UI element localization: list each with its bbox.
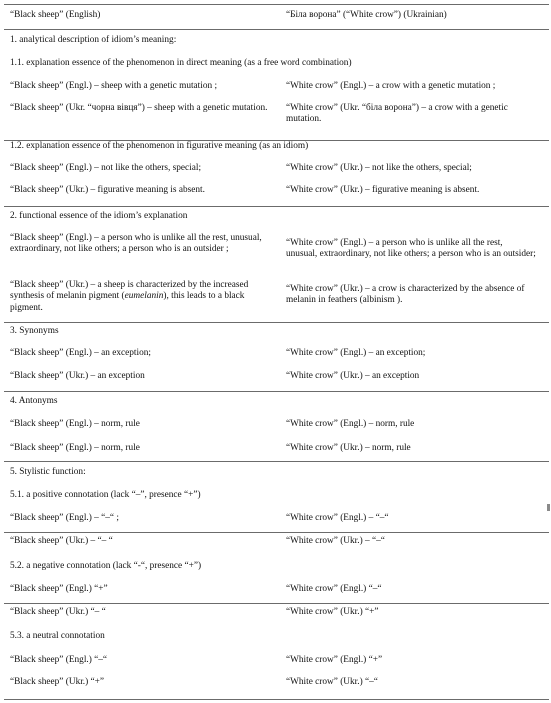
section-heading-analytical: 1. analytical description of idiom’s meaning: [10,35,177,45]
func-2-text-start: “Black sheep” (Ukr.) – a sheep is characterized by the increased synthesis of melanin pigment ( [10,280,249,302]
section-heading-negative: 5.2. a negative connotation (lack “-“, presence “+”) [10,561,202,571]
margin-marker [547,504,550,511]
table-cell [10,280,272,314]
eumelanin-term: eumelanin [124,291,164,302]
table-cell: “Black sheep” (Engl.) – “–“ ; [10,513,119,523]
table-cell: “White crow” (Ukr.) “–“ [286,677,378,687]
table-cell: “White crow” (Engl.) – a person who is unlike all the rest, unusual, extraordinary, not like others; a person who is an outsider; [286,238,536,260]
table-cell: “Black sheep” (Engl.) – a person who is unlike all the rest, unusual, extraordinary, not like others; a person who is an outsider ; [10,233,262,255]
section-heading-functional: 2. functional essence of the idiom’s explanation [10,211,188,221]
table-cell: “White crow” (Ukr.) – an exception [286,371,420,381]
table-cell: “Black sheep” (Ukr.) – an exception [10,371,145,381]
table-cell: “Black sheep” (Engl.) “–“ [10,655,108,665]
table-cell: “White crow” (Ukr.) – figurative meaning is absent. [286,185,480,195]
table-rule [4,699,549,700]
table-cell: “White crow” (Engl.) – an exception; [286,348,426,358]
table-cell: “White crow” (Ukr.) – not like the others, special; [286,163,472,173]
table-cell: “Black sheep” (Ukr.) “+” [10,677,105,687]
table-cell: “Black sheep” (Ukr.) – figurative meaning is absent. [10,185,205,195]
section-heading-antonyms: 4. Antonyms [10,396,58,406]
section-heading-figurative: 1.2. explanation essence of the phenomenon in figurative meaning (as an idiom) [10,141,309,151]
table-cell: “Black sheep” (Engl.) – an exception; [10,348,151,358]
section-heading-synonyms: 3. Synonyms [10,326,59,336]
table-cell: “Black sheep” (Ukr. “чорна вівця”) – sheep with a genetic mutation. [10,103,268,113]
column-header-ukrainian: “Біла ворона” (“White crow”) (Ukrainian) [286,10,447,20]
table-rule [4,206,549,207]
section-heading-stylistic: 5. Stylistic function: [10,467,86,477]
table-cell: “White crow” (Engl.) – norm, rule [286,419,415,429]
table-cell: “Black sheep” (Engl.) – norm, rule [10,419,140,429]
table-cell: “Black sheep” (Engl.) – norm, rule [10,443,140,453]
table-rule [4,603,549,604]
table-rule [4,322,549,323]
table-cell: “Black sheep” (Engl.) – sheep with a genetic mutation ; [10,81,218,91]
table-cell: “White crow” (Engl.) “–“ [286,584,382,594]
table-rule [4,391,549,392]
table-cell: “White crow” (Ukr.) – a crow is characterized by the absence of melanin in feathers (albinism ). [286,284,525,306]
table-rule [4,532,549,533]
column-header-english: “Black sheep” (English) [10,10,101,20]
table-cell: “White crow” (Ukr.) “+” [286,607,379,617]
table-cell: “White crow” (Ukr.) – “–“ [286,536,385,546]
section-heading-direct: 1.1. explanation essence of the phenomenon in direct meaning (as a free word combination) [10,58,352,68]
table-cell: “Black sheep” (Ukr.) “– “ [10,607,106,617]
section-heading-positive: 5.1. a positive connotation (lack “–”, presence “+”) [10,490,201,500]
table-cell: “White crow” (Ukr.) – norm, rule [286,443,411,453]
table-rule [4,4,549,5]
table-cell: “White crow” (Engl.) “+” [286,655,383,665]
func-2-text-end: ), this leads to a black pigment. [10,291,245,313]
table-cell: “Black sheep” (Ukr.) – “– “ [10,536,113,546]
table-cell: “Black sheep” (Engl.) – not like the others, special; [10,163,202,173]
table-cell: “Black sheep” (Engl.) “+” [10,584,108,594]
section-heading-neutral: 5.3. a neutral connotation [10,631,105,641]
table-cell: “White crow” (Ukr. “біла ворона”) – a crow with a genetic mutation. [286,103,508,125]
table-rule [4,29,549,30]
table-rule [4,461,549,462]
table-cell: “White crow” (Engl.) – a crow with a genetic mutation ; [286,81,496,91]
table-cell: “White crow” (Engl.) – “–“ [286,513,389,523]
